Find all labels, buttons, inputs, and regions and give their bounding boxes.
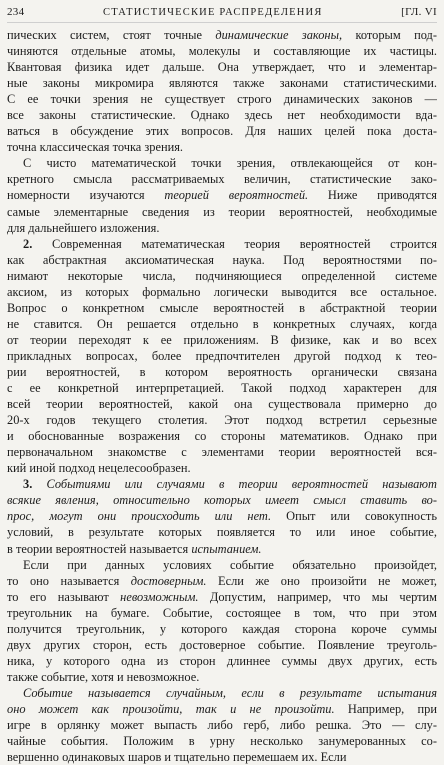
text-line <box>7 204 437 220</box>
text-line <box>7 59 437 75</box>
paragraph <box>7 476 437 556</box>
text-line <box>7 412 437 428</box>
text-line <box>7 541 437 557</box>
text-run: в теории вероятностей называется <box>7 541 192 556</box>
text-line <box>7 107 437 123</box>
text-run: вершенно одинаковых шаров и тщательно перемешаем их. Если <box>7 750 347 765</box>
text-run: пических систем, стоят точные <box>7 28 216 42</box>
text-run: Например, при <box>334 701 437 716</box>
text-line <box>7 637 437 653</box>
text-run: теорией вероятностей. <box>164 188 309 203</box>
text-run: которым под- <box>342 28 437 42</box>
text-line <box>7 557 437 573</box>
text-line <box>7 669 437 685</box>
text-run: то его называют <box>7 589 121 604</box>
page-body <box>7 27 437 765</box>
text-run: треугольник на бумаге. Событие, состоящее в том, что при этом <box>7 605 437 620</box>
text-line <box>7 508 437 524</box>
text-line <box>7 348 437 364</box>
text-run: рии вероятностей, в котором вероятность органически связана <box>7 364 437 379</box>
text-run: достоверным. <box>130 573 207 588</box>
text-run: для дальнейшего изложения. <box>7 220 160 235</box>
text-line <box>7 43 437 59</box>
text-run: и обоснованные возражения со стороны математиков. Однако при <box>7 429 437 444</box>
text-line <box>7 236 437 252</box>
paragraph <box>7 236 437 477</box>
text-line <box>7 91 437 107</box>
text-run: всякие явления, относительно которых имеет смысл ставить во- <box>7 493 437 508</box>
text-run <box>32 477 46 491</box>
text-run: также событие, хотя и невозможное. <box>7 669 200 684</box>
running-title: СТАТИСТИЧЕСКИЕ РАСПРЕДЕЛЕНИЯ <box>102 7 323 18</box>
text-line <box>7 75 437 91</box>
text-run: Ниже приводятся <box>308 188 437 203</box>
text-line <box>7 396 437 412</box>
text-run: Допустим, например, что мы чертим <box>198 589 437 604</box>
text-run: с ее конкретной интерпретацией. Такой подход характерен для <box>7 381 437 396</box>
text-line <box>7 573 437 589</box>
text-line <box>7 621 437 637</box>
text-line <box>7 653 437 669</box>
text-run: чиняются отдельные атомы, молекулы и составляющие их частицы. <box>7 44 437 59</box>
text-run: ные законы микромира являются также законами статистическими. <box>7 76 437 91</box>
text-run: прикладных вопросах, более предпочтителен другой подход к тео- <box>7 348 437 363</box>
text-line <box>7 139 437 155</box>
text-run: Современная математическая теория вероятностей строится <box>32 236 437 251</box>
text-run: как абстрактная аксиоматическая наука. Под вероятностями по- <box>7 252 437 267</box>
text-run: прос, могут они происходить или нет. <box>7 509 272 524</box>
paragraph <box>7 155 437 235</box>
text-run: испытанием. <box>191 541 262 556</box>
text-run: точна классическая точка зрения. <box>7 140 184 155</box>
text-line <box>7 332 437 348</box>
text-run: кретного смысла рассматриваемых величин, статистические зако- <box>7 172 437 187</box>
text-run: Квантовая физика идет дальше. Она утверждает, что и элементар- <box>7 60 437 75</box>
text-line <box>7 460 437 476</box>
text-run: оно может как произойти, так и не произойти. <box>7 701 335 716</box>
paragraph <box>7 685 437 765</box>
text-run: Если же оно произойти не может, <box>206 573 437 588</box>
running-header <box>7 6 437 23</box>
paragraph <box>7 27 437 155</box>
text-run: двух других сторон, есть достоверное событие. Появление треуголь- <box>7 637 437 652</box>
text-line <box>7 284 437 300</box>
text-line <box>7 268 437 284</box>
text-run: 20-х годов текущего столетия. Этот подход встретил серьезные <box>7 413 437 428</box>
text-run: С чисто математической точки зрения, отвлекающейся от кон- <box>23 156 437 171</box>
text-line <box>7 220 437 236</box>
text-run: 3. <box>23 477 33 492</box>
text-line <box>7 524 437 540</box>
text-line <box>7 252 437 268</box>
text-line <box>7 155 437 171</box>
text-line <box>7 685 437 701</box>
text-run: условий, в результате которых появляется то или иное событие, <box>7 525 437 540</box>
text-run: ваться в обсуждение этих вопросов. Для наших целей пока доста- <box>7 124 437 139</box>
text-line <box>7 444 437 460</box>
text-line <box>7 171 437 187</box>
text-line <box>7 380 437 396</box>
text-run: то оно называется <box>7 573 131 588</box>
text-line <box>7 605 437 621</box>
text-run: 2. <box>23 236 33 251</box>
page-number: 234 <box>7 6 25 18</box>
text-run: аксиом, из которых формально логически выводится все остальное. <box>7 284 437 299</box>
text-line <box>7 300 437 316</box>
text-run: динамические законы, <box>215 28 343 42</box>
text-run: первоначальном знакомстве с элементами теории вероятностей вся- <box>7 445 437 460</box>
text-line <box>7 733 437 749</box>
text-line <box>7 187 437 203</box>
text-line <box>7 589 437 605</box>
text-run: Если при данных условиях событие обязательно произойдет, <box>23 557 437 572</box>
text-run: нимают некоторые числа, подчиняющиеся определенной системе <box>7 268 437 283</box>
text-line <box>7 364 437 380</box>
text-line <box>7 27 437 43</box>
text-run: самые элементарные сведения из теории вероятностей, необходимые <box>7 204 437 219</box>
text-run: кий иной подход нецелесообразен. <box>7 461 191 476</box>
text-run: всей теории вероятностей, какой она существовала примерно до <box>7 397 437 412</box>
text-run: Событие называется случайным, если в результате испытания <box>23 685 437 700</box>
text-run: Событиями или случаями в теории вероятностей называют <box>46 477 437 492</box>
text-run: С ее точки зрения не существует строго динамических законов — <box>7 92 437 107</box>
text-run: игре в орлянку может выпасть либо герб, либо решка. Это — слу- <box>7 718 437 733</box>
text-line <box>7 749 437 765</box>
text-run: Опыт или совокупность <box>271 509 437 524</box>
text-line <box>7 492 437 508</box>
text-run: ника, у которого одна из сторон длиннее суммы двух других, есть <box>7 653 437 668</box>
text-run: не ставится. Он решается отдельно в конкретных случаях, когда <box>7 316 437 331</box>
text-line <box>7 123 437 139</box>
text-line <box>7 701 437 717</box>
chapter-label: [ГЛ. VI <box>401 6 437 18</box>
text-run: от теории переходят к ее приложениям. В физике, как и во всех <box>7 332 437 347</box>
text-line <box>7 717 437 733</box>
text-line <box>7 476 437 492</box>
text-run: получится треугольник, у которого каждая сторона короче суммы <box>7 621 437 636</box>
paragraph <box>7 557 437 685</box>
text-line <box>7 428 437 444</box>
text-run: чайные события. Положим в урну несколько занумерованных со- <box>7 734 437 749</box>
text-line <box>7 316 437 332</box>
text-run: Вопрос о конкретном смысле вероятностей в абстрактной теории <box>7 300 437 315</box>
text-run: все законы статистические. Однако здесь нет необходимости вда- <box>7 108 437 123</box>
text-run: номерности изучаются <box>7 188 165 203</box>
text-run: невозможным. <box>120 589 199 604</box>
